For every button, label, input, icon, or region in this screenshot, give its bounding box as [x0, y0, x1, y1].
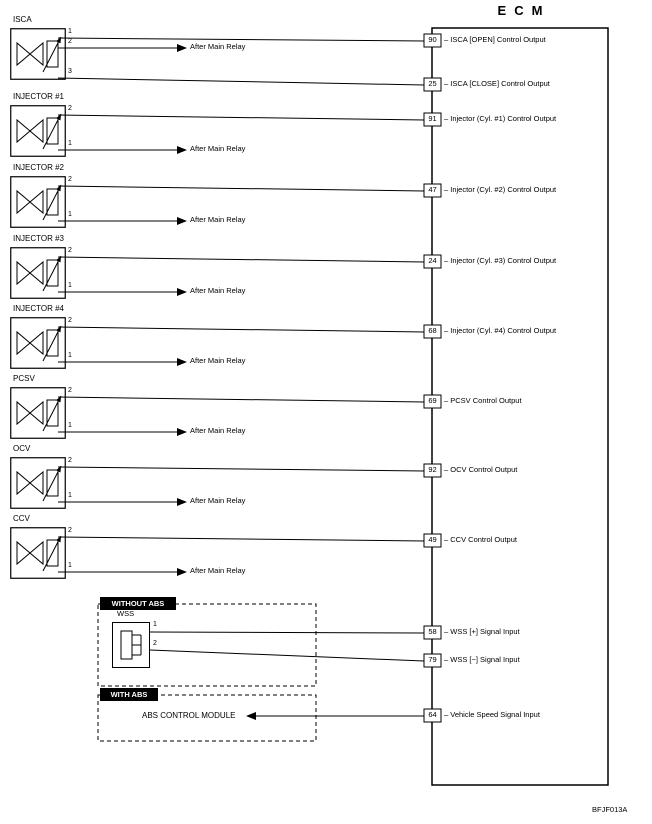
- abs-control-module-label: ABS CONTROL MODULE: [142, 711, 236, 720]
- after-main-relay-label: After Main Relay: [190, 356, 246, 365]
- pin-number: 1: [68, 492, 72, 499]
- ecm-pin-label: – Injector (Cyl. #2) Control Output: [444, 185, 557, 194]
- ecm-pin-label: – OCV Control Output: [444, 465, 518, 474]
- ecm-pin-number: 49: [428, 535, 437, 544]
- component-label: CCV: [13, 514, 30, 523]
- ecm-pin-number: 24: [428, 256, 437, 265]
- wire: [58, 38, 424, 41]
- solenoid-valve-icon: [11, 528, 66, 579]
- component-label: OCV: [13, 444, 31, 453]
- solenoid-valve-icon: [11, 106, 66, 157]
- ecm-pin-label: – ISCA [OPEN] Control Output: [444, 35, 546, 44]
- component-label: INJECTOR #4: [13, 304, 64, 313]
- pin-number: 2: [68, 105, 72, 112]
- wire: [58, 397, 424, 402]
- pin-number: 2: [68, 527, 72, 534]
- pin-number: 2: [68, 317, 72, 324]
- pin-number: 3: [68, 68, 72, 75]
- arrow-right-icon: [177, 146, 187, 154]
- pin-number: 1: [68, 140, 72, 147]
- ecm-pin-number: 25: [428, 79, 437, 88]
- ecm-pin-number: 64: [428, 710, 437, 719]
- with-abs-header: WITH ABS: [100, 688, 158, 701]
- after-main-relay-label: After Main Relay: [190, 566, 246, 575]
- wss-label: WSS: [117, 609, 135, 618]
- solenoid-valve-icon: [11, 458, 66, 509]
- ecm-pin-label: – ISCA [CLOSE] Control Output: [444, 79, 550, 88]
- arrow-right-icon: [177, 288, 187, 296]
- ecm-pin-number: 91: [428, 114, 437, 123]
- arrow-left-icon: [246, 712, 256, 720]
- after-main-relay-label: After Main Relay: [190, 215, 246, 224]
- after-main-relay-label: After Main Relay: [190, 144, 246, 153]
- ecm-pin-number: 47: [428, 185, 437, 194]
- solenoid-valve-icon: [11, 248, 66, 299]
- pin-number: 1: [68, 422, 72, 429]
- component-label: INJECTOR #1: [13, 92, 64, 101]
- ecm-pin-number: 79: [428, 655, 437, 664]
- ecm-pin-label: – Injector (Cyl. #3) Control Output: [444, 256, 557, 265]
- component-label: ISCA: [13, 15, 32, 24]
- wire: [58, 115, 424, 120]
- pin-number: 2: [68, 38, 72, 45]
- solenoid-valve-icon: [11, 29, 66, 80]
- pin-number: 2: [68, 247, 72, 254]
- pin-number: 2: [68, 387, 72, 394]
- wire: [58, 327, 424, 332]
- ecm-pin-label: – PCSV Control Output: [444, 396, 522, 405]
- wire: [58, 78, 424, 85]
- ecm-pin-label: – WSS [+] Signal Input: [444, 627, 520, 636]
- after-main-relay-label: After Main Relay: [190, 42, 246, 51]
- wire: [58, 467, 424, 471]
- arrow-right-icon: [177, 428, 187, 436]
- wire: [58, 186, 424, 191]
- wire: [150, 632, 424, 633]
- wire: [150, 650, 424, 661]
- ecm-pin-label: – WSS [−] Signal Input: [444, 655, 520, 664]
- arrow-right-icon: [177, 568, 187, 576]
- after-main-relay-label: After Main Relay: [190, 286, 246, 295]
- component-label: INJECTOR #3: [13, 234, 64, 243]
- after-main-relay-label: After Main Relay: [190, 496, 246, 505]
- after-main-relay-label: After Main Relay: [190, 426, 246, 435]
- pin-number: 1: [68, 562, 72, 569]
- pin-number: 1: [68, 211, 72, 218]
- arrow-right-icon: [177, 217, 187, 225]
- arrow-right-icon: [177, 358, 187, 366]
- pin-number: 1: [68, 352, 72, 359]
- pin-number: 1: [68, 28, 72, 35]
- ecm-box: [432, 28, 608, 785]
- ecm-pin-label: – Injector (Cyl. #4) Control Output: [444, 326, 557, 335]
- wire: [58, 537, 424, 541]
- pin-number: 1: [68, 282, 72, 289]
- component-label: INJECTOR #2: [13, 163, 64, 172]
- solenoid-valve-icon: [11, 388, 66, 439]
- ecm-pin-number: 90: [428, 35, 437, 44]
- wss-sensor-icon: [113, 623, 150, 668]
- solenoid-valve-icon: [11, 177, 66, 228]
- arrow-right-icon: [177, 44, 187, 52]
- pin-number: 2: [68, 176, 72, 183]
- component-label: PCSV: [13, 374, 35, 383]
- solenoid-valve-icon: [11, 318, 66, 369]
- ecm-pin-label: – CCV Control Output: [444, 535, 517, 544]
- pin-number: 2: [68, 457, 72, 464]
- ecm-pin-number: 92: [428, 465, 437, 474]
- ecm-title: ECM: [497, 3, 551, 18]
- ecm-pin-number: 58: [428, 627, 437, 636]
- ecm-pin-number: 69: [428, 396, 437, 405]
- diagram-code: BFJF013A: [592, 805, 628, 814]
- without-abs-header: WITHOUT ABS: [100, 597, 176, 610]
- ecm-pin-label: – Vehicle Speed Signal Input: [444, 710, 540, 719]
- pin-number: 1: [153, 621, 157, 628]
- ecm-pin-label: – Injector (Cyl. #1) Control Output: [444, 114, 557, 123]
- pin-number: 2: [153, 640, 157, 647]
- arrow-right-icon: [177, 498, 187, 506]
- wire: [58, 257, 424, 262]
- ecm-pin-number: 68: [428, 326, 437, 335]
